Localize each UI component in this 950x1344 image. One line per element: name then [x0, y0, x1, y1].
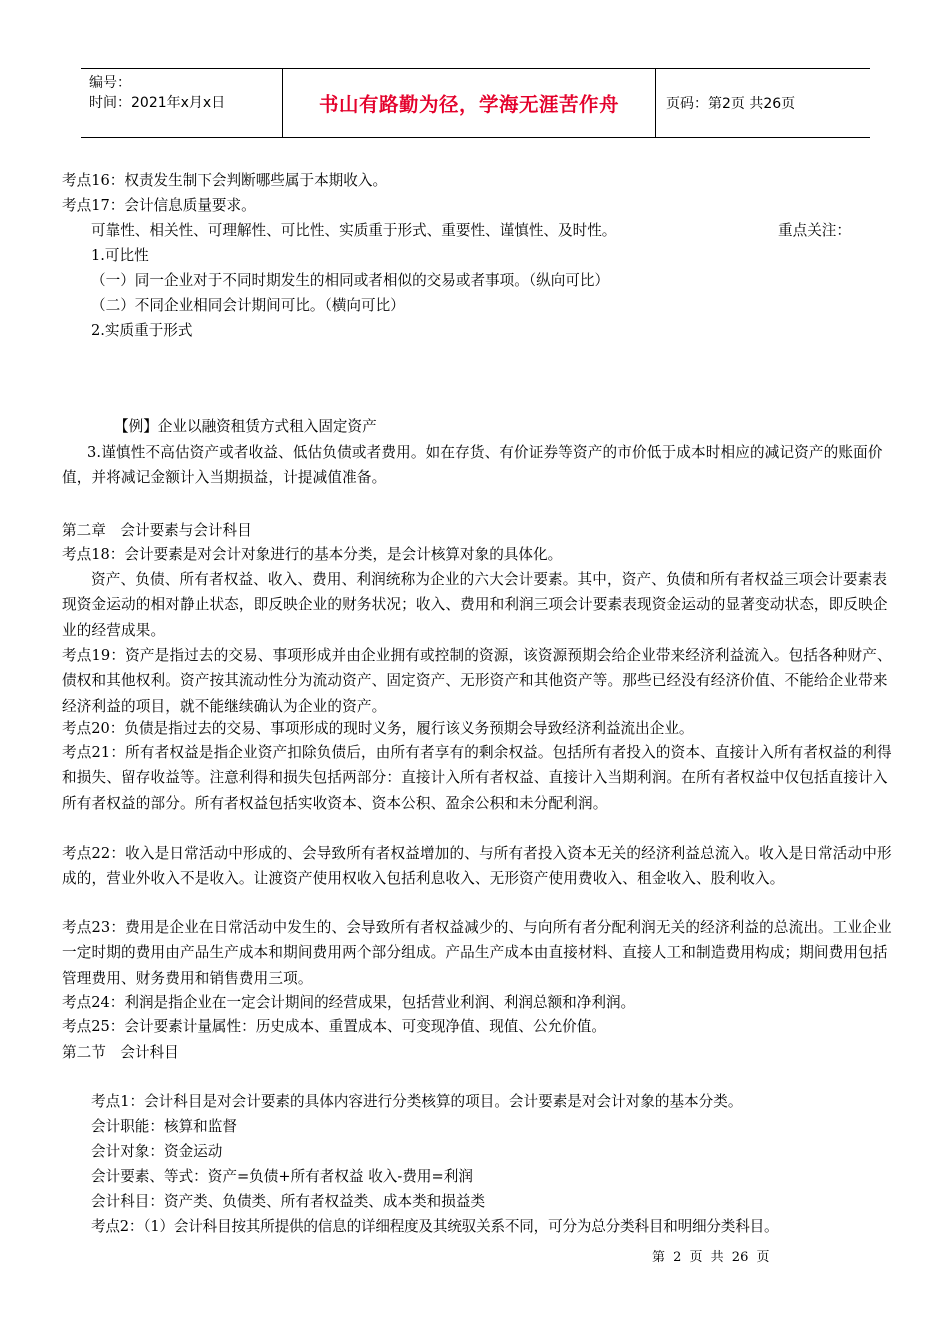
paragraph: 资产、负债、所有者权益、收入、费用、利润统称为企业的六大会计要素。其中，资产、负债和所有者权益三项会计要素表现资金运动的相对静止状态，即反映企业的财务状况；收入、费用和利润三项会计要素表现资金运动的显著变动状态，即反映企业的经营成果。 [62, 571, 888, 639]
text-line: 重点关注： [778, 222, 851, 239]
doc-date-label: 时间：2021年x月x日 [89, 95, 226, 111]
text-line: 考点25：会计要素计量属性：历史成本、重置成本、可变现净值、现值、公允价值。 [62, 1018, 606, 1035]
doc-number-label: 编号： [89, 75, 131, 91]
header-motto: 书山有路勤为径，学海无涯苦作舟 [283, 69, 656, 137]
text-line: 考点24：利润是指企业在一定会计期间的经营成果，包括营业利润、利润总额和净利润。 [62, 994, 636, 1011]
text-line: （二）不同企业相同会计期间可比。（横向可比） [91, 297, 405, 314]
text-line: 会计要素、等式：资产=负债+所有者权益 收入-费用=利润 [91, 1168, 473, 1185]
paragraph: 考点22：收入是日常活动中形成的、会导致所有者权益增加的、与所有者投入资本无关的经济利益总流入。收入是日常活动中形成的，营业外收入不是收入。让渡资产使用权收入包括利息收入、无形资产使用费收入、租金收入、股利收入。 [62, 845, 892, 888]
text-line: 考点2：（1）会计科目按其所提供的信息的详细程度及其统驭关系不同，可分为总分类科目和明细分类科目。 [91, 1218, 779, 1235]
text-line: 考点17：会计信息质量要求。 [62, 197, 256, 214]
chapter-heading: 第二章 会计要素与会计科目 [62, 522, 252, 539]
paragraph: 考点21：所有者权益是指企业资产扣除负债后，由所有者享有的剩余权益。包括所有者投入的资本、直接计入所有者权益的利得和损失、留存收益等。注意利得和损失包括两部分：直接计入所有者权益、直接计入当期利润。在所有者权益中仅包括直接计入所有者权益的部分。所有者权益包括实收资本、资本公积、盈余公积和未分配利润。 [62, 744, 892, 812]
text-line: 2.实质重于形式 [91, 322, 193, 339]
text-line: 考点18：会计要素是对会计对象进行的基本分类，是会计核算对象的具体化。 [62, 546, 563, 563]
paragraph: 考点19：资产是指过去的交易、事项形成并由企业拥有或控制的资源，该资源预期会给企业带来经济利益流入。包括各种财产、债权和其他权利。资产按其流动性分为流动资产、固定资产、无形资产和其他资产等。那些已经没有经济价值、不能给企业带来经济利益的项目，就不能继续确认为企业的资产。 [62, 647, 892, 715]
text-line: 1.可比性 [91, 247, 149, 264]
text-line: 可靠性、相关性、可理解性、可比性、实质重于形式、重要性、谨慎性、及时性。 [91, 222, 617, 239]
text-line: （一）同一企业对于不同时期发生的相同或者相似的交易或者事项。（纵向可比） [91, 272, 610, 289]
page-footer: 第 2 页 共 26 页 [652, 1250, 770, 1265]
paragraph: 3.谨慎性不高估资产或者收益、低估负债或者费用。如在存货、有价证券等资产的市价低于成本时相应的减记资产的账面价值，并将减记金额计入当期损益，计提减值准备。 [62, 444, 883, 487]
header-page-info: 页码：第2页 共26页 [666, 96, 796, 112]
text-line: 【例】企业以融资租赁方式租入固定资产 [114, 418, 377, 435]
paragraph: 考点23：费用是企业在日常活动中发生的、会导致所有者权益减少的、与向所有者分配利润无关的经济利益的总流出。工业企业一定时期的费用由产品生产成本和期间费用两个部分组成。产品生产成本由直接材料、直接人工和制造费用构成；期间费用包括管理费用、财务费用和销售费用三项。 [62, 919, 892, 987]
section-heading: 第二节 会计科目 [62, 1044, 179, 1061]
text-line: 考点1：会计科目是对会计要素的具体内容进行分类核算的项目。会计要素是对会计对象的基本分类。 [91, 1093, 743, 1110]
header-meta [81, 69, 283, 137]
text-line: 考点20：负债是指过去的交易、事项形成的现时义务，履行该义务预期会导致经济利益流出企业。 [62, 720, 694, 737]
text-line: 会计对象：资金运动 [91, 1143, 223, 1160]
page-header [81, 68, 870, 138]
text-line: 会计职能：核算和监督 [91, 1118, 237, 1135]
text-line: 会计科目：资产类、负债类、所有者权益类、成本类和损益类 [91, 1193, 486, 1210]
text-line: 考点16：权责发生制下会判断哪些属于本期收入。 [62, 172, 388, 189]
